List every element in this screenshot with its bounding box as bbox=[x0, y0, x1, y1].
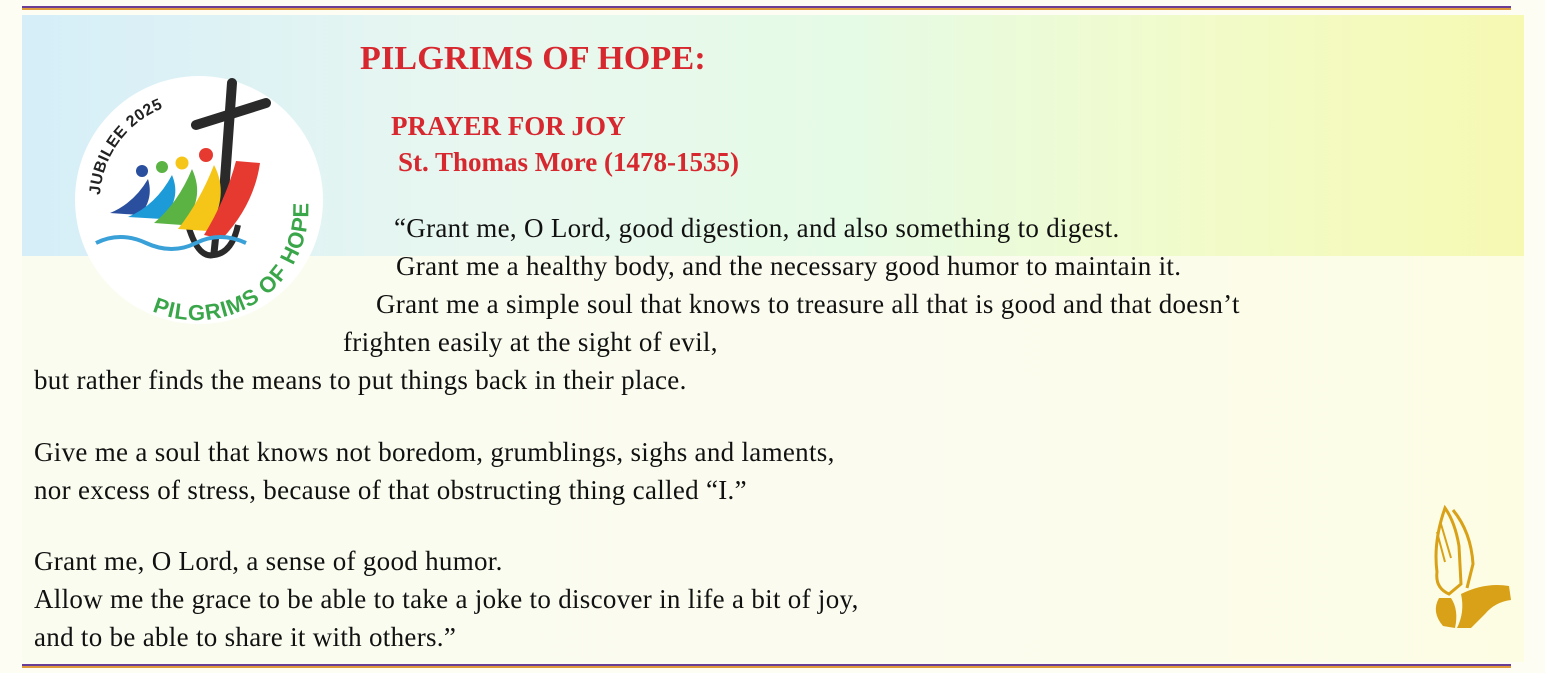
logo-top-text: JUBILEE 2025 bbox=[86, 95, 166, 196]
prayer-line: Give me a soul that knows not boredom, grumblings, sighs and laments, bbox=[34, 437, 835, 467]
prayer-line: Grant me a simple soul that knows to treasure all that is good and that doesn’t bbox=[376, 289, 1240, 319]
prayer-author: St. Thomas More (1478-1535) bbox=[398, 147, 739, 177]
prayer-line: and to be able to share it with others.” bbox=[34, 622, 457, 652]
prayer-line: Grant me a healthy body, and the necessary good humor to maintain it. bbox=[396, 251, 1182, 281]
jubilee-logo bbox=[70, 75, 328, 325]
top-divider bbox=[22, 6, 1511, 10]
prayer-line: nor excess of stress, because of that obstructing thing called “I.” bbox=[34, 475, 747, 505]
page-title: PILGRIMS OF HOPE: bbox=[360, 40, 706, 77]
bottom-divider bbox=[22, 664, 1511, 668]
logo-bottom-text: PILGRIMS OF HOPE bbox=[150, 201, 314, 325]
prayer-line: frighten easily at the sight of evil, bbox=[343, 327, 718, 357]
praying-hands-icon bbox=[1425, 502, 1515, 632]
prayer-title: PRAYER FOR JOY bbox=[391, 111, 626, 141]
prayer-line: Allow me the grace to be able to take a joke to discover in life a bit of joy, bbox=[34, 584, 859, 614]
prayer-line: Grant me, O Lord, a sense of good humor. bbox=[34, 546, 503, 576]
prayer-line: “Grant me, O Lord, good digestion, and also something to digest. bbox=[394, 213, 1120, 243]
prayer-line: but rather finds the means to put things back in their place. bbox=[34, 365, 687, 395]
